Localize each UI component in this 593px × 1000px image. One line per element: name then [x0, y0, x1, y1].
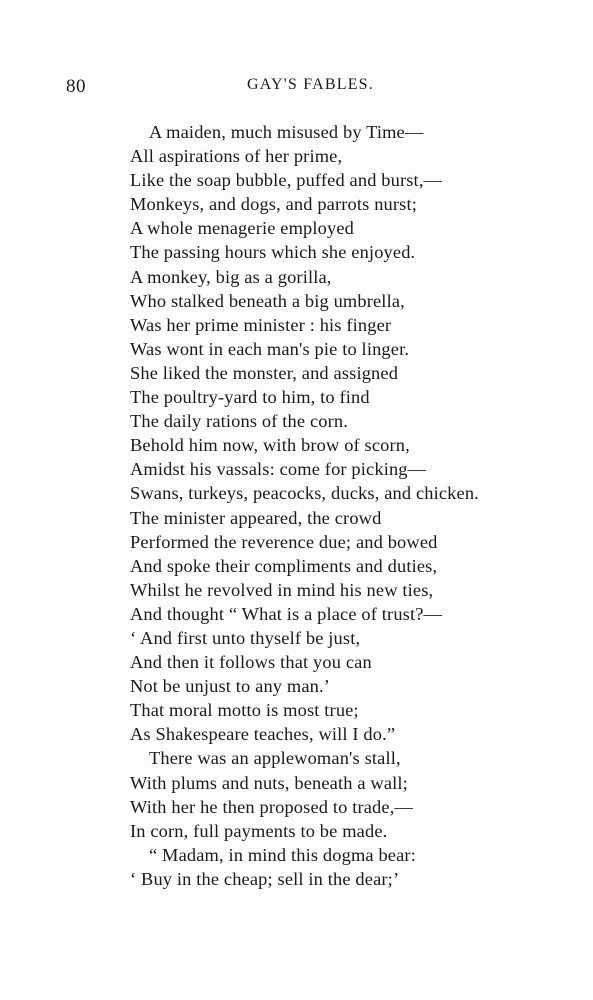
- poem-line: A whole menagerie employed: [130, 218, 355, 239]
- poem-line: And thought “ What is a place of trust?—: [130, 603, 443, 624]
- poem-line: The minister appeared, the crowd: [130, 507, 382, 528]
- poem-line: In corn, full payments to be made.: [130, 820, 388, 841]
- poem-line: She liked the monster, and assigned: [130, 362, 399, 383]
- poem-line: “ Madam, in mind this dogma bear:: [149, 844, 416, 865]
- poem-line: The daily rations of the corn.: [130, 411, 348, 432]
- poem-line: Who stalked beneath a big umbrella,: [130, 290, 405, 311]
- poem-line: Not be unjust to any man.’: [130, 676, 331, 697]
- page-header: [0, 76, 593, 100]
- poem-line: Performed the reverence due; and bowed: [130, 531, 438, 552]
- poem-line: ‘ And first unto thyself be just,: [130, 627, 361, 648]
- poem-line: And spoke their compliments and duties,: [130, 555, 438, 576]
- poem-body: [130, 120, 570, 891]
- poem-line: With plums and nuts, beneath a wall;: [130, 772, 408, 793]
- poem-line: Swans, turkeys, peacocks, ducks, and chicken.: [130, 483, 479, 504]
- poem-line: Was her prime minister : his finger: [130, 314, 392, 335]
- poem-line: ‘ Buy in the cheap; sell in the dear;’: [130, 868, 400, 889]
- poem-line: With her he then proposed to trade,—: [130, 796, 413, 817]
- poem-line: Amidst his vassals: come for picking—: [130, 459, 427, 480]
- poem-line: Monkeys, and dogs, and parrots nurst;: [130, 194, 417, 215]
- poem-line: The poultry-yard to him, to find: [130, 387, 370, 408]
- poem-line: And then it follows that you can: [130, 652, 372, 673]
- running-title: GAY'S FABLES.: [247, 76, 374, 93]
- poem-line: All aspirations of her prime,: [130, 146, 343, 167]
- poem-line: As Shakespeare teaches, will I do.”: [130, 724, 396, 745]
- poem-line: A monkey, big as a gorilla,: [130, 266, 332, 287]
- poem-line: That moral motto is most true;: [130, 700, 359, 721]
- poem-line: Behold him now, with brow of scorn,: [130, 435, 410, 456]
- poem-line: A maiden, much misused by Time—: [149, 122, 424, 142]
- poem-line: There was an applewoman's stall,: [149, 748, 401, 769]
- poem-line: Like the soap bubble, puffed and burst,—: [130, 170, 443, 191]
- poem-line: Was wont in each man's pie to linger.: [130, 338, 410, 359]
- page-number: 80: [66, 76, 86, 97]
- poem-line: Whilst he revolved in mind his new ties,: [130, 579, 434, 600]
- poem-line: The passing hours which she enjoyed.: [130, 242, 416, 263]
